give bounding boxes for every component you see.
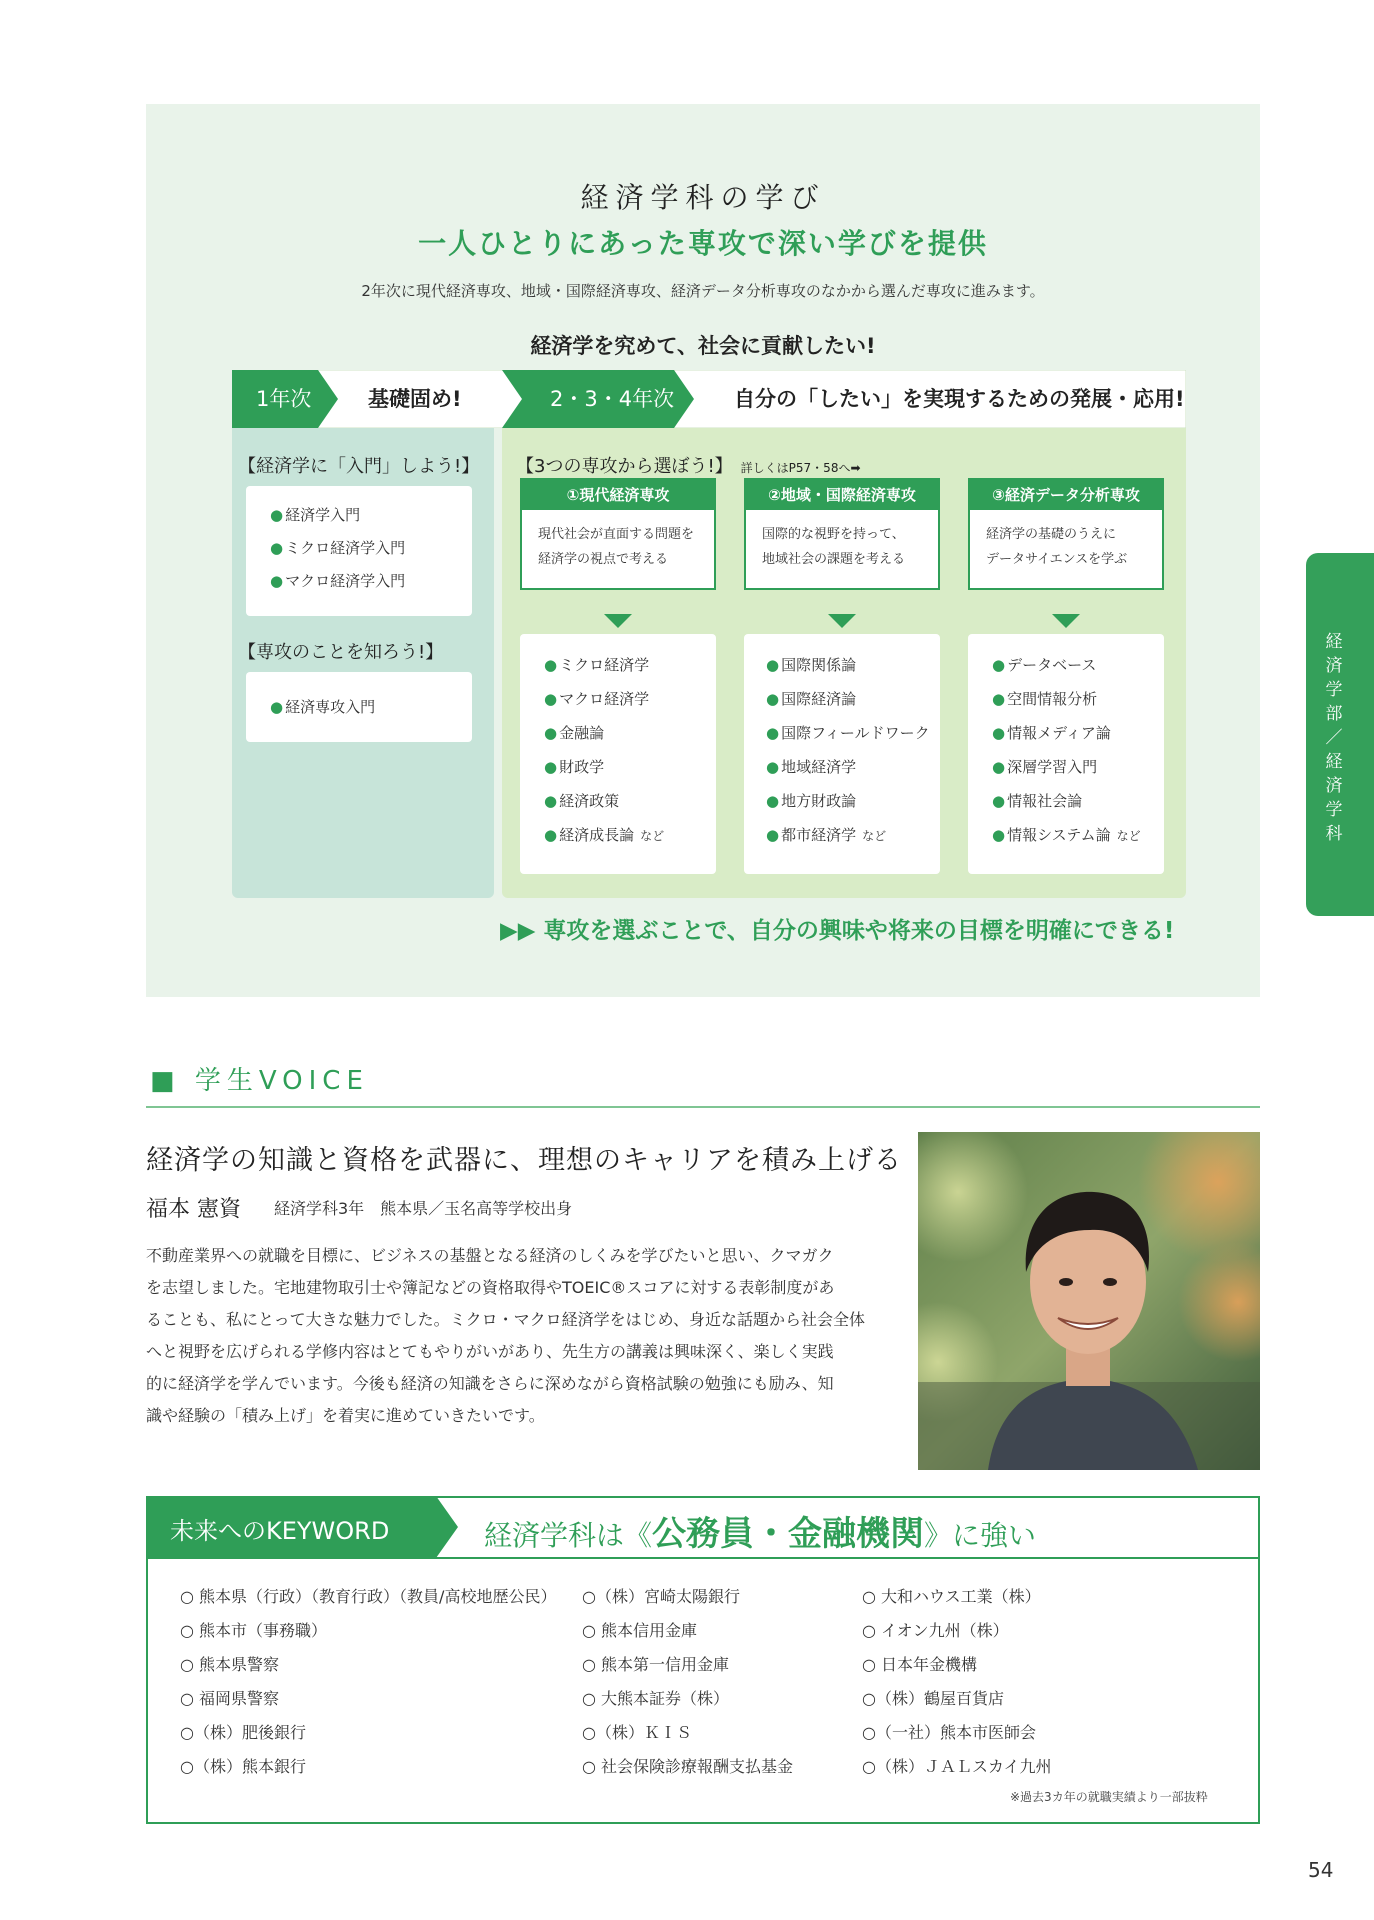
intro-course-heading: 【経済学に「入門」しよう!】 xyxy=(238,456,480,477)
footnote: ※過去3カ年の就職実績より一部抜粋 xyxy=(1010,1790,1208,1804)
list-item: ● 国際経済論 xyxy=(766,690,857,708)
section-title: 経済学科の学び xyxy=(580,181,826,214)
page-number: 54 xyxy=(1308,1858,1334,1882)
major-title: ②地域・国際経済専攻 xyxy=(746,480,938,510)
employer-item: ○ 熊本県警察 xyxy=(180,1655,280,1674)
major-title: ①現代経済専攻 xyxy=(522,480,714,510)
list-item: ● データベース xyxy=(992,656,1097,674)
employer-item: ○ 熊本第一信用金庫 xyxy=(582,1655,730,1674)
major-card xyxy=(520,478,716,590)
course-list xyxy=(968,634,1164,874)
down-arrow-icon xyxy=(1052,614,1080,628)
employer-item: ○（株）鶴屋百貨店 xyxy=(862,1689,1004,1708)
major-description: 現代社会が直面する問題を 経済学の視点で考える xyxy=(538,527,695,567)
down-arrow-icon xyxy=(828,614,856,628)
keyword-heading: 経済学科は《公務員・金融機関》に強い xyxy=(484,1514,1037,1554)
list-item: ● 財政学 xyxy=(544,758,605,776)
major-intro-heading: 【専攻のことを知ろう!】 xyxy=(238,642,444,663)
list-item: ● ミクロ経済学入門 xyxy=(270,539,406,557)
year1-column xyxy=(232,428,494,898)
voice-body: 不動産業界への就職を目標に、ビジネスの基盤となる経済のしくみを学びたいと思い、クマガク を志望しました。宅地建物取引士や簿記などの資格取得やTOEIC®スコアに対する表彰制度があ ることも、私にとって大きな魅力でした。ミクロ・マクロ経済学をはじめ、身近な話題から社会全体 へと視野を広げられる学修内容はとてもやりがいがあり、先生方の講義は興味深く、楽しく実践 的に経済学を学んでいます。今後も経済の知識をさらに深めながら資格試験の勉強にも励み、知 識や経験の「積み上げ」を着実に進めていきたいです。 xyxy=(146,1246,866,1425)
section-subtitle: 一人ひとりにあった専攻で深い学びを提供 xyxy=(418,227,988,260)
list-item: ● 国際関係論 xyxy=(766,656,857,674)
stage-bar xyxy=(232,370,1186,428)
employer-item: ○（株）ＪＡＬスカイ九州 xyxy=(862,1757,1052,1776)
side-tab-char: 済 xyxy=(1325,656,1343,676)
side-tab-char: 学 xyxy=(1325,680,1343,700)
section-intro: 2年次に現代経済専攻、地域・国際経済専攻、経済データ分析専攻のなかから選んだ専攻に進みます。 xyxy=(361,282,1045,300)
list-item: ● 経済学入門 xyxy=(270,506,361,524)
course-list xyxy=(744,634,940,874)
page-reference: 詳しくはP57・58へ➡ xyxy=(740,461,861,475)
side-tab-char: 済 xyxy=(1325,776,1343,796)
major-card xyxy=(968,478,1164,590)
stage-1-label: 1年次 xyxy=(256,387,312,411)
list-item: ● 情報メディア論 xyxy=(992,724,1111,742)
employer-item: ○ 大和ハウス工業（株） xyxy=(862,1587,1041,1606)
employer-item: ○ 熊本市（事務職） xyxy=(180,1621,328,1640)
voice-title: 経済学の知識と資格を武器に、理想のキャリアを積み上げる xyxy=(146,1145,902,1176)
divider xyxy=(146,1106,1260,1108)
employer-item: ○（株）肥後銀行 xyxy=(180,1723,306,1742)
employer-item: ○（株）ＫＩＳ xyxy=(582,1723,692,1742)
list-item: ● 情報社会論 xyxy=(992,792,1083,810)
list-item: ● 経済成長論 など xyxy=(544,826,665,844)
major-description: 国際的な視野を持って、 地域社会の課題を考える xyxy=(762,527,906,567)
list-item: ● マクロ経済学入門 xyxy=(270,572,406,590)
employer-item: ○ 熊本信用金庫 xyxy=(582,1621,698,1640)
employer-item: ○ 社会保険診療報酬支払基金 xyxy=(582,1757,794,1776)
side-tab-char: 部 xyxy=(1325,704,1343,724)
stage-2-label: 2・3・4年次 xyxy=(550,387,675,411)
list-item: ● 国際フィールドワーク xyxy=(766,724,930,742)
side-tab-char: 経 xyxy=(1325,632,1343,652)
list-item: ● 地域経済学 xyxy=(766,758,857,776)
side-tab-char: 学 xyxy=(1325,800,1343,820)
side-tab-char: 経 xyxy=(1325,752,1343,772)
voice-heading: ■ 学生VOICE xyxy=(150,1066,369,1096)
list-item: ● マクロ経済学 xyxy=(544,690,650,708)
stage-2-text: 自分の「したい」を実現するための発展・応用! xyxy=(734,387,1185,411)
major-card xyxy=(744,478,940,590)
list-item: ● 経済政策 xyxy=(544,792,620,810)
conclusion-text: ▶▶ 専攻を選ぶことで、自分の興味や将来の目標を明確にできる! xyxy=(500,918,1175,944)
student-meta: 経済学科3年 熊本県／玉名高等学校出身 xyxy=(274,1199,573,1218)
choose-major-heading: 【3つの専攻から選ぼう!】 詳しくはP57・58へ➡ xyxy=(516,456,861,477)
list-item: ● 地方財政論 xyxy=(766,792,857,810)
list-item: ● ミクロ経済学 xyxy=(544,656,650,674)
list-item: ● 空間情報分析 xyxy=(992,690,1098,708)
list-item: ● 都市経済学 など xyxy=(766,826,887,844)
major-intro-box xyxy=(246,672,472,742)
student-name: 福本 憲資 xyxy=(146,1197,241,1222)
employer-item: ○（株）宮崎太陽銀行 xyxy=(582,1587,740,1606)
employer-item: ○ 熊本県（行政）（教育行政）（教員/高校地歴公民） xyxy=(180,1587,557,1606)
employer-item: ○ イオン九州（株） xyxy=(862,1621,1009,1640)
down-arrow-icon xyxy=(604,614,632,628)
course-list xyxy=(520,634,716,874)
major-title: ③経済データ分析専攻 xyxy=(970,480,1162,510)
keyword-label: 未来へのKEYWORD xyxy=(170,1517,390,1545)
list-item: ● 深層学習入門 xyxy=(992,758,1098,776)
stage-1-text: 基礎固め! xyxy=(368,387,462,411)
list-item: ● 経済専攻入門 xyxy=(270,698,376,716)
student-photo xyxy=(918,1132,1260,1470)
divider xyxy=(146,1557,1260,1559)
employer-item: ○（一社）熊本市医師会 xyxy=(862,1723,1036,1742)
side-tab-char: ／ xyxy=(1325,728,1343,748)
employer-item: ○（株）熊本銀行 xyxy=(180,1757,306,1776)
employer-item: ○ 日本年金機構 xyxy=(862,1655,978,1674)
major-description: 経済学の基礎のうえに データサイエンスを学ぶ xyxy=(986,527,1128,567)
employer-item: ○ 大熊本証券（株） xyxy=(582,1689,730,1708)
employer-item: ○ 福岡県警察 xyxy=(180,1689,280,1708)
list-item: ● 金融論 xyxy=(544,724,605,742)
intro-course-box xyxy=(246,486,472,616)
upper-years-column xyxy=(502,428,1186,898)
list-item: ● 情報システム論 など xyxy=(992,826,1141,844)
side-tab-char: 科 xyxy=(1325,824,1343,844)
side-tab-label xyxy=(1306,630,1362,846)
headline: 経済学を究めて、社会に貢献したい! xyxy=(530,334,876,358)
